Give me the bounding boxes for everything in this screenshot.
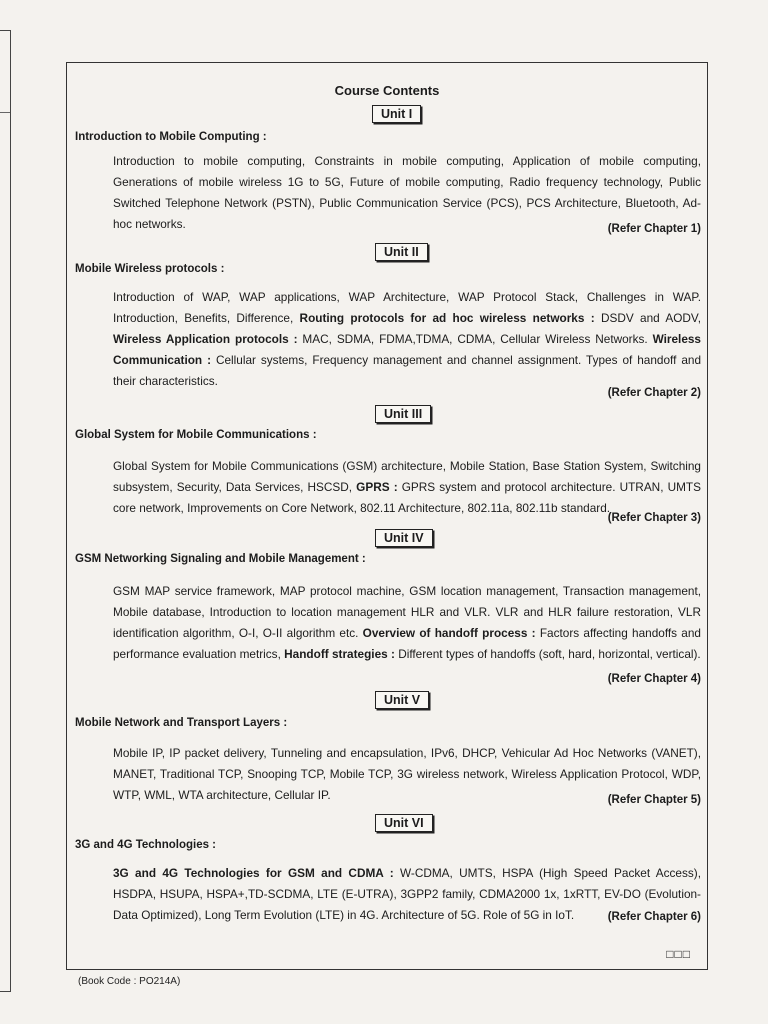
unit-5-description: Mobile IP, IP packet delivery, Tunneling and encapsulation, IPv6, DHCP, Vehicular Ad Hoc Networks (VANET), MANET, Traditional TCP, Snooping TCP, Mobile TCP, 3G wireless network, Wireless Application Protocol, WDP, WTP, WML, WTA architecture, Cellular IP. xyxy=(113,746,701,802)
unit-2-reference: (Refer Chapter 2) xyxy=(607,387,701,399)
course-contents-frame xyxy=(66,62,708,970)
unit-4-description: GSM MAP service framework, MAP protocol machine, GSM location management, Transaction management, Mobile database, Introduction to location management HLR and VLR. VLR and HLR failure restoration, VLR identification algorithm, O-I, O-II algorithm etc. Overview of handoff process : Factors affecting handoffs and performance evaluation metrics, Handoff strategies : Different types of handoffs (soft, hard, horizontal, vertical). xyxy=(113,584,701,661)
unit-5-reference: (Refer Chapter 5) xyxy=(607,794,701,806)
unit-6-description: 3G and 4G Technologies for GSM and CDMA : W-CDMA, UMTS, HSPA (High Speed Packet Access), HSDPA, HSUPA, HSPA+,TD-SCDMA, LTE (E-UTRA), 3GPP2 family, CDMA2000 1x, 1xRTT, EV-DO (Evolution-Data Optimized), Long Term Evolution (LTE) in 4G. Architecture of 5G. Role of 5G in IoT. xyxy=(113,866,701,922)
unit-6-label: Unit VI xyxy=(375,814,433,832)
page-heading: Course Contents xyxy=(334,83,440,98)
unit-5-label: Unit V xyxy=(375,691,429,709)
adjacent-page-line xyxy=(0,112,10,113)
unit-2-description: Introduction of WAP, WAP applications, WAP Architecture, WAP Protocol Stack, Challenges in WAP. Introduction, Benefits, Difference, Routing protocols for ad hoc wireless networks : DSDV and AODV, Wireless Application protocols : MAC, SDMA, FDMA,TDMA, CDMA, Cellular Wireless Networks. Wireless Communication : Cellular systems, Frequency management and channel assignment. Types of handoff and their characteristics. xyxy=(113,290,702,388)
unit-3-reference: (Refer Chapter 3) xyxy=(607,512,701,524)
end-of-section-mark: □□□ xyxy=(666,947,691,961)
book-code-footer: (Book Code : PO214A) xyxy=(78,976,181,987)
unit-5-title: Mobile Network and Transport Layers : xyxy=(75,717,288,729)
unit-3-title: Global System for Mobile Communications : xyxy=(75,429,317,441)
unit-1-label: Unit I xyxy=(372,105,421,123)
unit-1-title: Introduction to Mobile Computing : xyxy=(75,131,267,143)
unit-3-description: Global System for Mobile Communications (GSM) architecture, Mobile Station, Base Station System, Switching subsystem, Security, Data Services, HSCSD, GPRS : GPRS system and protocol architecture. UTRAN, UMTS core network, Improvements on Core Network, 802.11 Architecture, 802.11a, 802.11b standard. xyxy=(113,459,701,515)
unit-1-reference: (Refer Chapter 1) xyxy=(607,223,701,235)
unit-6-reference: (Refer Chapter 6) xyxy=(607,911,701,923)
unit-1-description: Introduction to mobile computing, Constraints in mobile computing, Application of mobile computing, Generations of mobile wireless 1G to 5G, Future of mobile computing, Radio frequency technology, Public Switched Telephone Network (PSTN), Public Communication Service (PCS), PCS Architecture, Bluetooth, Ad-hoc networks. xyxy=(113,154,701,231)
unit-2-title: Mobile Wireless protocols : xyxy=(75,263,225,275)
unit-4-reference: (Refer Chapter 4) xyxy=(607,673,701,685)
unit-4-label: Unit IV xyxy=(375,529,433,547)
unit-4-title: GSM Networking Signaling and Mobile Management : xyxy=(75,553,366,565)
unit-6-title: 3G and 4G Technologies : xyxy=(75,839,217,851)
unit-2-label: Unit II xyxy=(375,243,428,261)
adjacent-page-edge xyxy=(0,30,11,992)
unit-3-label: Unit III xyxy=(375,405,431,423)
